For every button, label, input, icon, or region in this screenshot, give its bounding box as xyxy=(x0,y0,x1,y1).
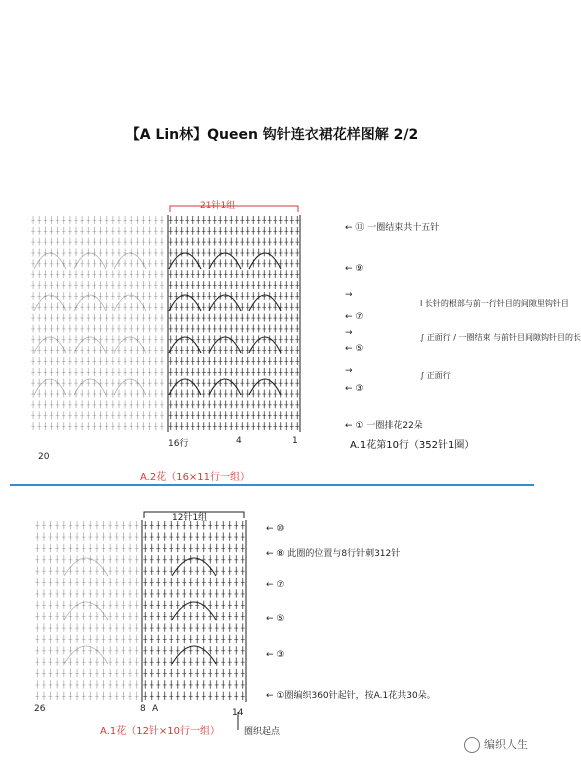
bottom-repeat-label: 12针1组 xyxy=(172,513,208,523)
top-row-note-arrow: → xyxy=(345,290,353,300)
legend-symbol-2: ∫ 正面行 / 一圈结束 与前针目间隙钩针目的长 xyxy=(420,333,581,342)
top-col-left-label: 16行 xyxy=(168,439,189,449)
bottom-row-note-10: ← ⑩ xyxy=(266,524,285,534)
top-caption-printed: A.1花第10行（352针1圈） xyxy=(350,440,475,451)
fan-stitch xyxy=(172,602,216,620)
top-row-note-3: ← ③ xyxy=(345,384,364,394)
top-row-note-11: ← ⑪ 一圈结束共十五针 xyxy=(345,223,440,233)
fan-stitch xyxy=(249,253,281,269)
fan-stitch xyxy=(169,253,201,269)
fan-stitch xyxy=(169,337,201,353)
bottom-caption-mark: 14 xyxy=(232,708,244,718)
top-row-note-arrow2: → xyxy=(345,328,353,338)
top-row-note-9: ← ⑨ xyxy=(345,264,364,274)
fan-stitch xyxy=(74,295,106,311)
fan-stitch xyxy=(34,379,66,395)
fan-stitch xyxy=(74,379,106,395)
fan-stitch xyxy=(209,295,241,311)
legend-symbol-1: I 长针的根部与前一行针目的间隙里钩针目 xyxy=(420,299,569,308)
wechat-logo-icon xyxy=(464,737,480,753)
bottom-caption-start: 圈织起点 xyxy=(244,727,281,737)
fan-stitch xyxy=(249,379,281,395)
bottom-caption-handwritten: A.1花（12针×10行一组） xyxy=(100,726,221,737)
fan-stitch xyxy=(34,295,66,311)
bottom-row-note-7: ← ⑦ xyxy=(266,580,285,590)
section-divider xyxy=(10,484,534,486)
bottom-row-note-3: ← ③ xyxy=(266,650,285,660)
fan-stitch xyxy=(169,295,201,311)
fan-stitch xyxy=(169,379,201,395)
bottom-col-right-label: A xyxy=(152,704,159,714)
fan-stitch xyxy=(249,295,281,311)
bottom-row-note-8: ← ⑧ 此圈的位置与8行针刺312针 xyxy=(266,549,401,559)
bottom-row-note-1: ← ①圈编织360针起针，按A.1花共30朵。 xyxy=(266,691,436,701)
bottom-row-note-5: ← ⑤ xyxy=(266,614,285,624)
top-row-note-5: ← ⑤ xyxy=(345,344,364,354)
watermark: 编织人生 xyxy=(464,736,528,753)
fan-stitch xyxy=(209,253,241,269)
fan-stitch xyxy=(74,253,106,269)
fan-stitch xyxy=(34,253,66,269)
page-title: 【A Lin林】Queen 钩针连衣裙花样图解 2/2 xyxy=(125,127,419,143)
top-row-note-7: ← ⑦ xyxy=(345,312,364,322)
top-row-note-arrow3: → xyxy=(345,366,353,376)
top-row-note-1: ← ① 一圈排花22朵 xyxy=(345,421,423,431)
bottom-col-left-label: 8 xyxy=(140,704,146,714)
fan-stitch xyxy=(172,646,216,664)
top-repeat-label: 21针1组 xyxy=(200,201,236,211)
bottom-row-left-label: 26 xyxy=(34,704,46,714)
legend-symbol-3: ∫ 正面行 xyxy=(420,371,451,380)
top-col-mid-label: 4 xyxy=(236,436,242,446)
top-row-left-label: 20 xyxy=(38,452,50,462)
fan-stitch xyxy=(209,379,241,395)
fan-stitch xyxy=(172,558,216,576)
top-caption-handwritten: A.2花（16×11行一组） xyxy=(140,472,251,483)
top-col-right-label: 1 xyxy=(292,436,298,446)
